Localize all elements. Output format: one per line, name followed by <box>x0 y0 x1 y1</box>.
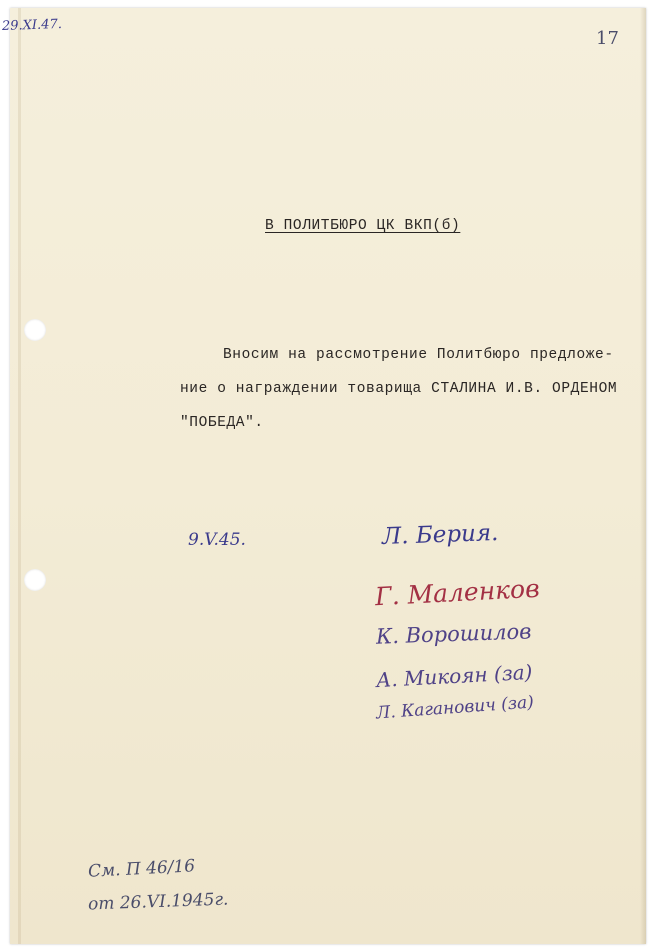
document-title: В ПОЛИТБЮРО ЦК ВКП(б) <box>265 218 461 234</box>
signature-beria: Л. Берия. <box>381 519 499 551</box>
document-page <box>1 8 646 944</box>
body-line-1: Вносим на рассмотрение Политбюро предложе- <box>223 347 614 363</box>
binding-stripe <box>18 8 21 944</box>
punch-hole-bottom <box>24 569 46 591</box>
reference-note-line-2: от 26.VI.1945г. <box>87 889 229 915</box>
page-number: 17 <box>596 28 619 49</box>
signature-voroshilov: К. Ворошилов <box>375 619 532 649</box>
punch-hole-top <box>24 319 46 341</box>
signature-mikoyan: А. Микоян (за) <box>375 659 533 693</box>
body-line-2: ние о награждении товарища СТАЛИНА И.В. ОРДЕНОМ <box>180 381 618 397</box>
body-line-3: "ПОБЕДА". <box>180 415 264 431</box>
archive-date-note: 29.XI.47. <box>1 16 63 35</box>
signature-malenkov: Г. Маленков <box>374 573 541 612</box>
signature-kaganovich: Л. Каганович (за) <box>375 692 535 724</box>
page-edge-shadow <box>640 8 646 944</box>
reference-note-line-1: См. П 46/16 <box>87 856 196 882</box>
handwritten-date: 9.V.45. <box>188 530 246 550</box>
